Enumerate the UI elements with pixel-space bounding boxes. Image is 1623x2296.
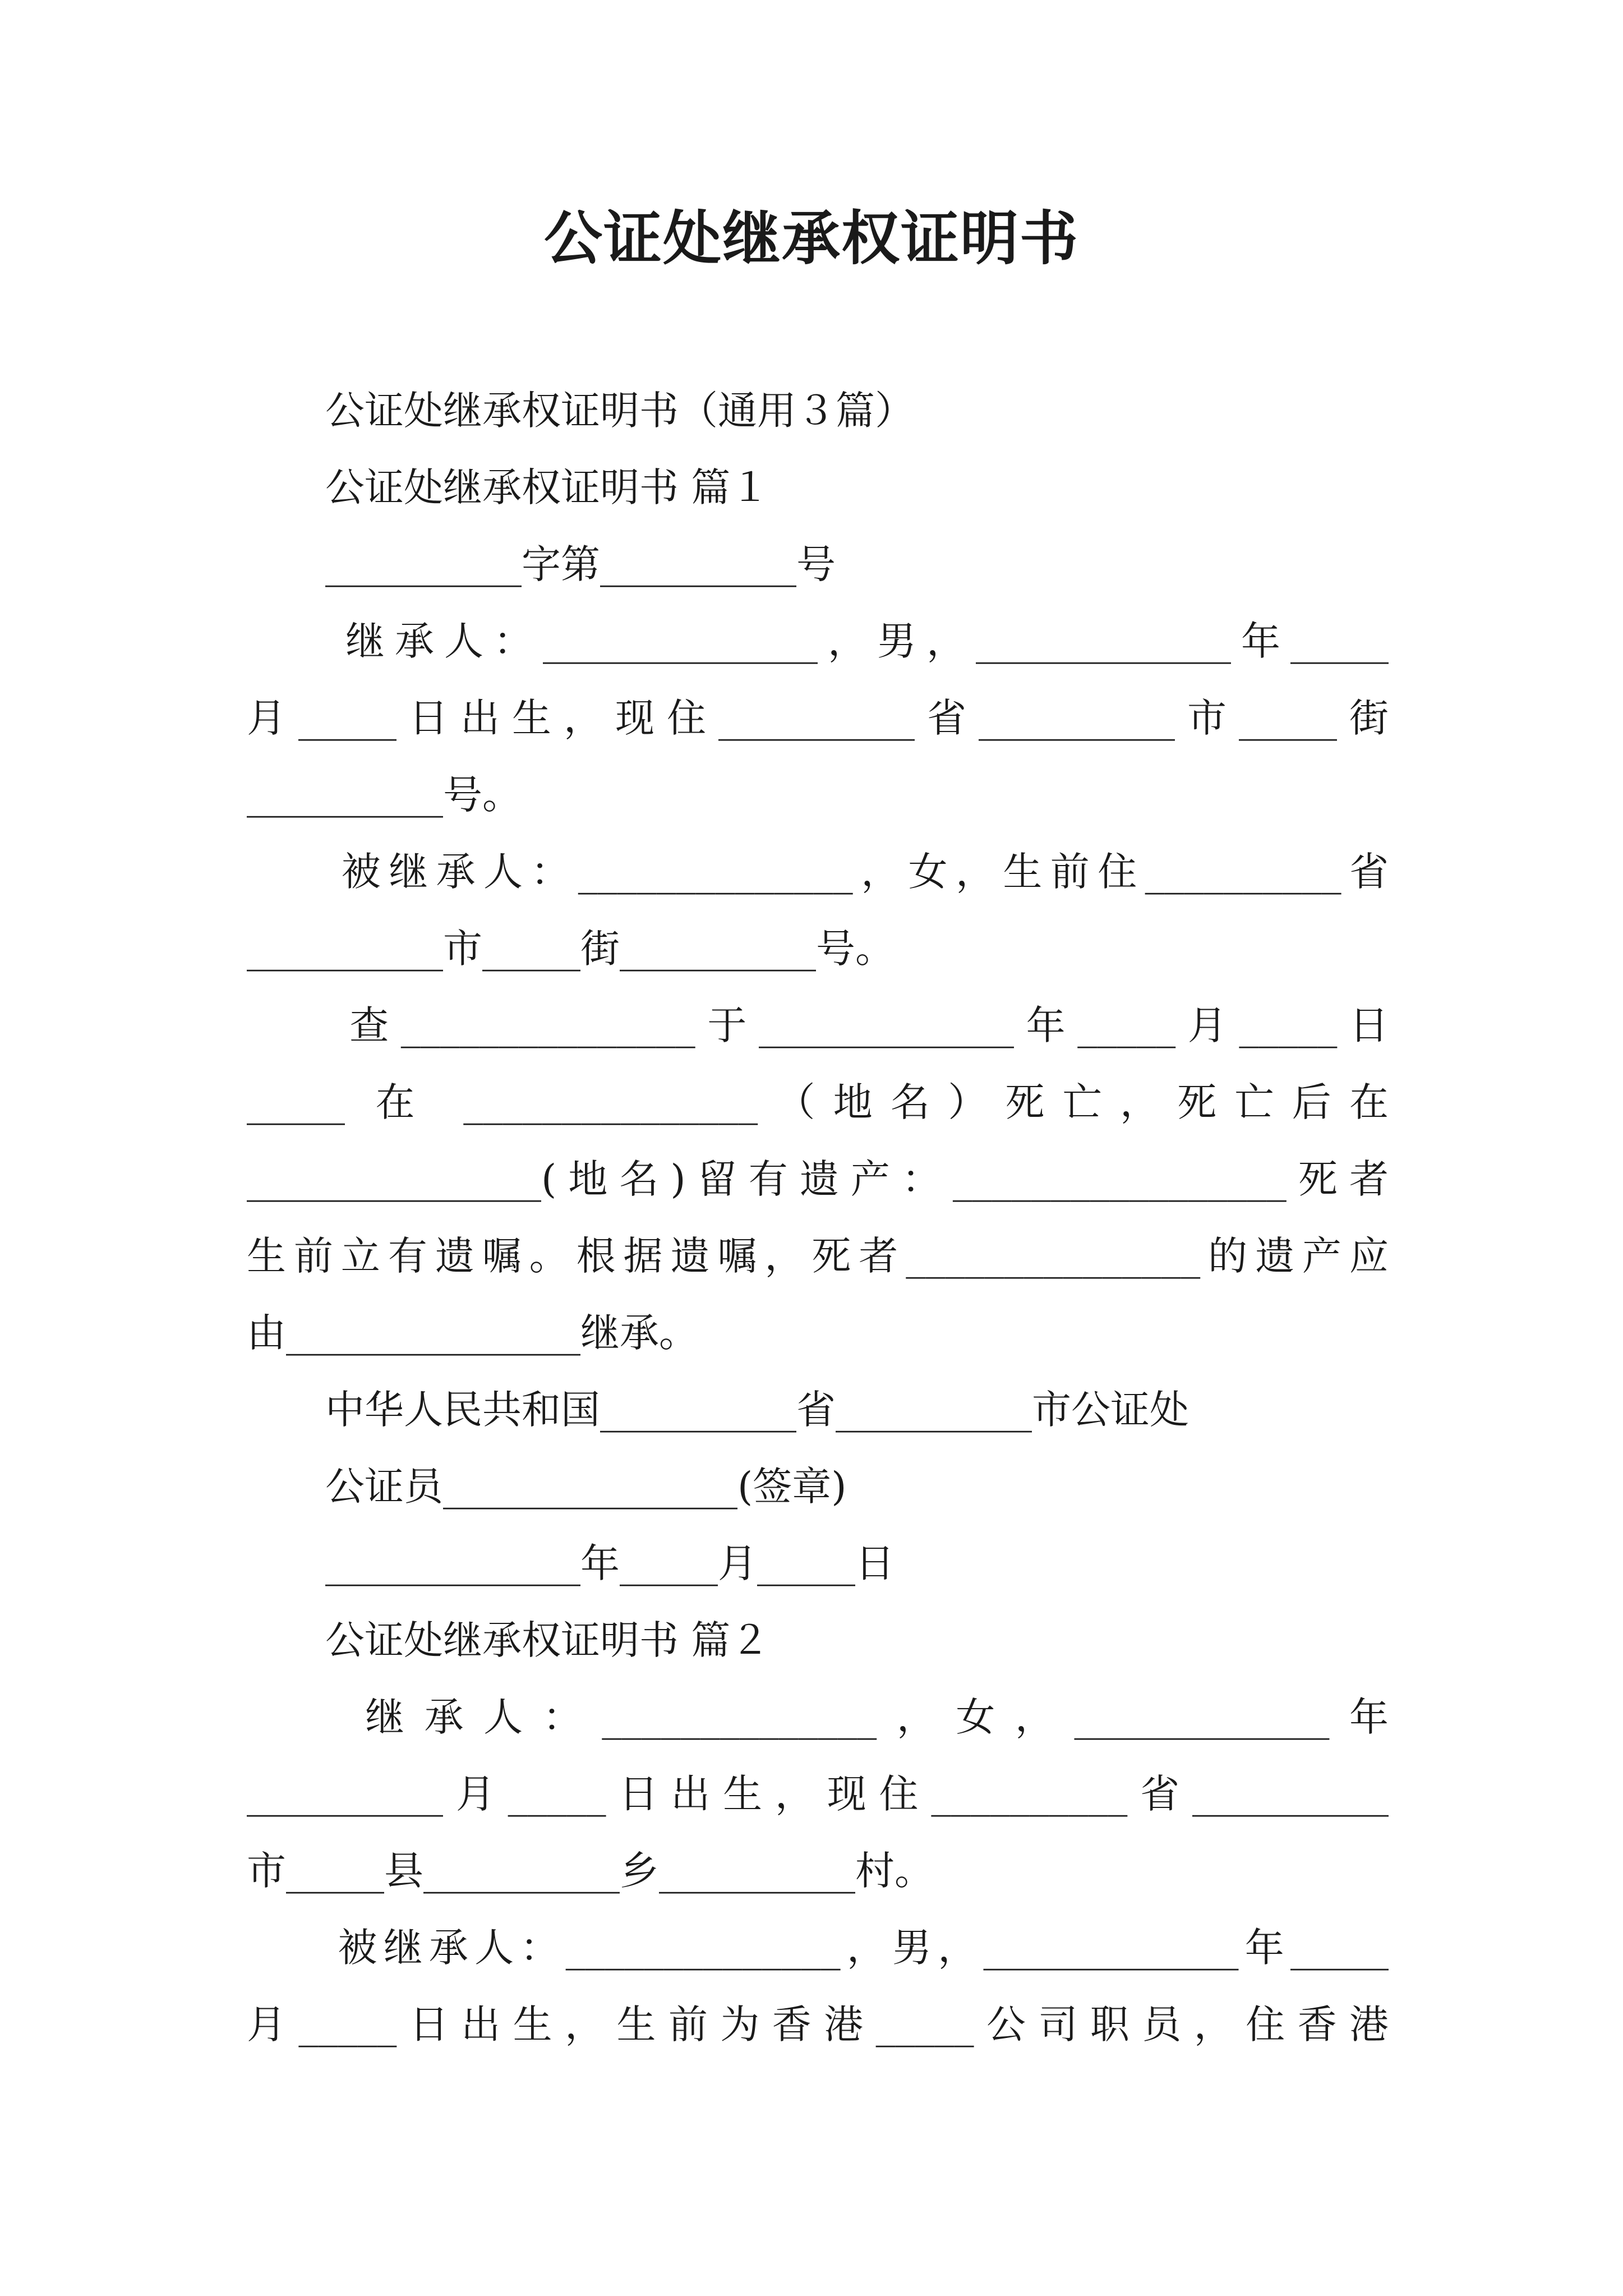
- text-line: 月_____日出生，现住__________省__________市_____街: [247, 695, 1389, 741]
- text-line: 公证处继承权证明书 篇１: [247, 464, 770, 510]
- text-line: __________市_____街__________号。: [247, 926, 895, 972]
- text-line: __________号。: [247, 772, 522, 818]
- text-line: 被继承人：______________，男，_____________年_____: [247, 1925, 1389, 1971]
- text-line: _______________(地名)留有遗产：_________________死者: [247, 1156, 1389, 1202]
- text-line: 查_______________于_____________年_____月_____日: [247, 1002, 1389, 1048]
- text-line: 由_______________继承。: [247, 1310, 698, 1356]
- text-line: 公证处继承权证明书（通用３篇）: [247, 388, 914, 434]
- text-line: 被继承人：______________，女，生前住__________省: [247, 849, 1389, 895]
- text-line: 继承人：______________，女，_____________年: [247, 1694, 1389, 1740]
- text-line: _____________年_____月_____日: [247, 1540, 895, 1586]
- text-line: 中华人民共和国__________省__________市公证处: [247, 1387, 1189, 1433]
- text-line: 公证处继承权证明书 篇２: [247, 1617, 770, 1663]
- text-line: 市_____县__________乡__________村。: [247, 1848, 934, 1894]
- text-line: __________月_____日出生，现住__________省__________: [247, 1771, 1389, 1817]
- text-line: 继承人：______________，男，_____________年_____: [247, 618, 1389, 664]
- text-line: 生前立有遗嘱。根据遗嘱，死者_______________的遗产应: [247, 1233, 1389, 1279]
- document-title: 公证处继承权证明书: [543, 204, 1079, 273]
- text-line: 公证员_______________(签章): [247, 1464, 847, 1510]
- text-line: _____ 在 _______________（地名）死亡，死亡后在: [247, 1079, 1389, 1125]
- text-line: __________字第__________号: [247, 541, 836, 587]
- text-line: 月_____日出生，生前为香港_____公司职员，住香港: [247, 2001, 1389, 2047]
